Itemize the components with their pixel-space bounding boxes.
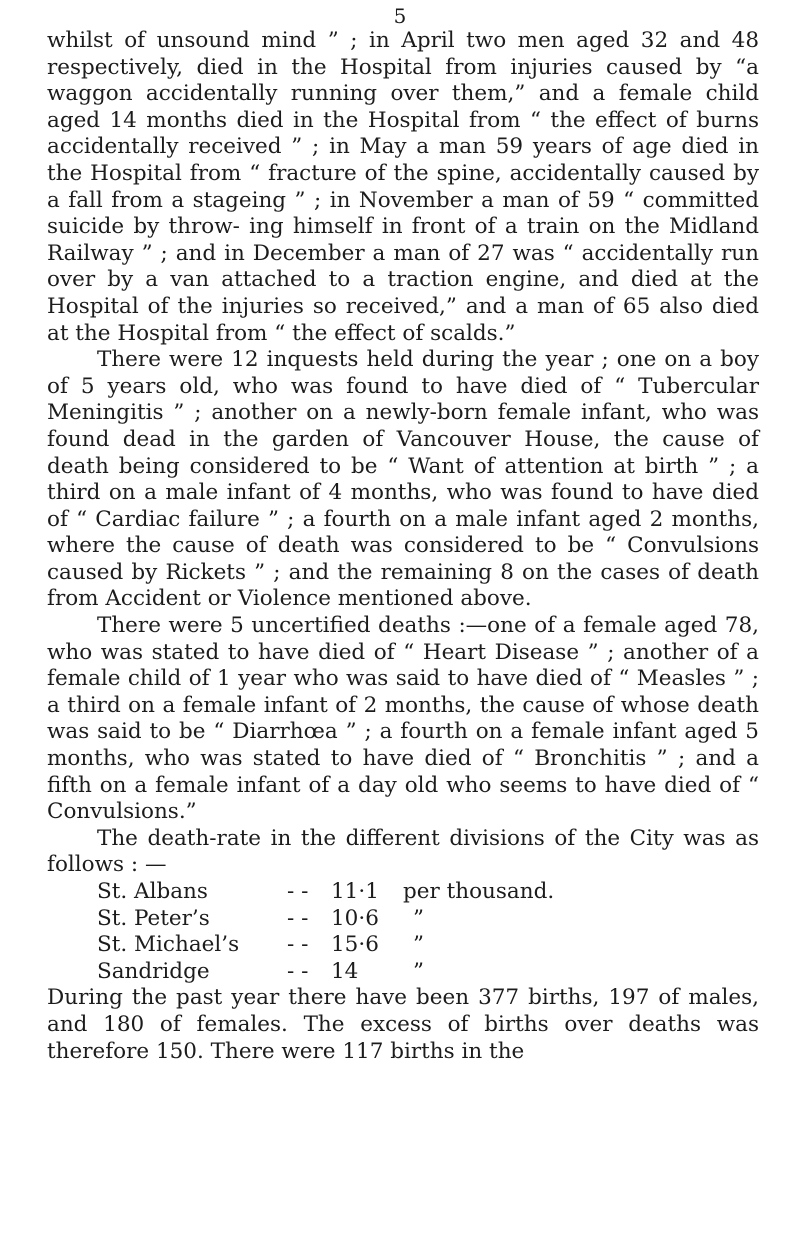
rate-value: 10·6 [331, 905, 379, 931]
division-name: Sandridge [97, 958, 210, 984]
division-name: St. Peter’s [97, 905, 210, 931]
death-rate-row [47, 959, 759, 986]
division-name: St. Albans [97, 879, 208, 904]
ditto-mark: ” [413, 905, 424, 931]
page-number: 5 [393, 4, 407, 28]
paragraph-uncertified-deaths: There were 5 uncertified deaths :—one of a female aged 78, who was stated to have died of “ Heart Disease ” ; another of a female child of 1 year who was said to have died of “ Measles ” ; a third on a female infant of 2 months, the cause of whose death was said to be “ Diarrhœa ” ; a fourth on a female infant aged 5 months, who was stated to have died of “ Bronchitis ” ; and a fifth on a female infant of a day old who seems to have died of “ Convulsions.” [47, 613, 759, 825]
body-text [47, 28, 759, 1065]
paragraph-inquests: There were 12 inquests held during the year ; one on a boy of 5 years old, who was found to have died of “ Tubercular Meningitis ” ; another on a newly-born female infant, who was found dead in the garden of Vancouver House, the cause of death being considered to be “ Want of attention at birth ” ; a third on a male infant of 4 months, who was found to have died of “ Cardiac failure ” ; a fourth on a male infant aged 2 months, where the cause of death was considered to be “ Convulsions caused by Rickets ” ; and the remaining 8 on the cases of death from Accident or Violence mentioned above. [47, 347, 759, 612]
leader-dashes: - - [287, 905, 309, 931]
paragraph-accidents: whilst of unsound mind ” ; in April two men aged 32 and 48 respectively, died in the Hospital from injuries caused by “a waggon accidentally running over them,” and a female child aged 14 months died in the Hospital from “ the effect of burns accidentally received ” ; in May a man 59 years of age died in the Hospital from “ fracture of the spine, accidentally caused by a fall from a stageing ” ; in November a man of 59 “ committed suicide by throw- ing himself in front of a train on the Midland Railway ” ; and in December a man of 27 was “ accidentally run over by a van attached to a traction engine, and died at the Hospital of the injuries so received,” and a man of 65 also died at the Hospital from “ the effect of scalds.” [47, 28, 759, 346]
leader-dashes: - - [287, 958, 309, 984]
leader-dashes: - - [287, 879, 309, 904]
paragraph-births: During the past year there have been 377 births, 197 of males, and 180 of females. The excess of births over deaths was therefore 150. There were 117 births in the [47, 985, 759, 1064]
paragraph-death-rate-intro: The death-rate in the different divisions of the City was as follows : — [47, 825, 759, 878]
rate-value: 14 [331, 958, 359, 984]
rate-value: 15·6 [331, 932, 379, 958]
rate-value: 11·1 [331, 879, 379, 904]
leader-dashes: - - [287, 932, 309, 958]
rate-unit: per thousand. [403, 879, 555, 904]
division-name: St. Michael’s [97, 932, 240, 958]
death-rate-row [47, 879, 759, 906]
death-rate-row [47, 932, 759, 959]
ditto-mark: ” [413, 932, 424, 958]
death-rate-table [47, 879, 759, 985]
death-rate-row [47, 906, 759, 933]
ditto-mark: ” [413, 958, 424, 984]
